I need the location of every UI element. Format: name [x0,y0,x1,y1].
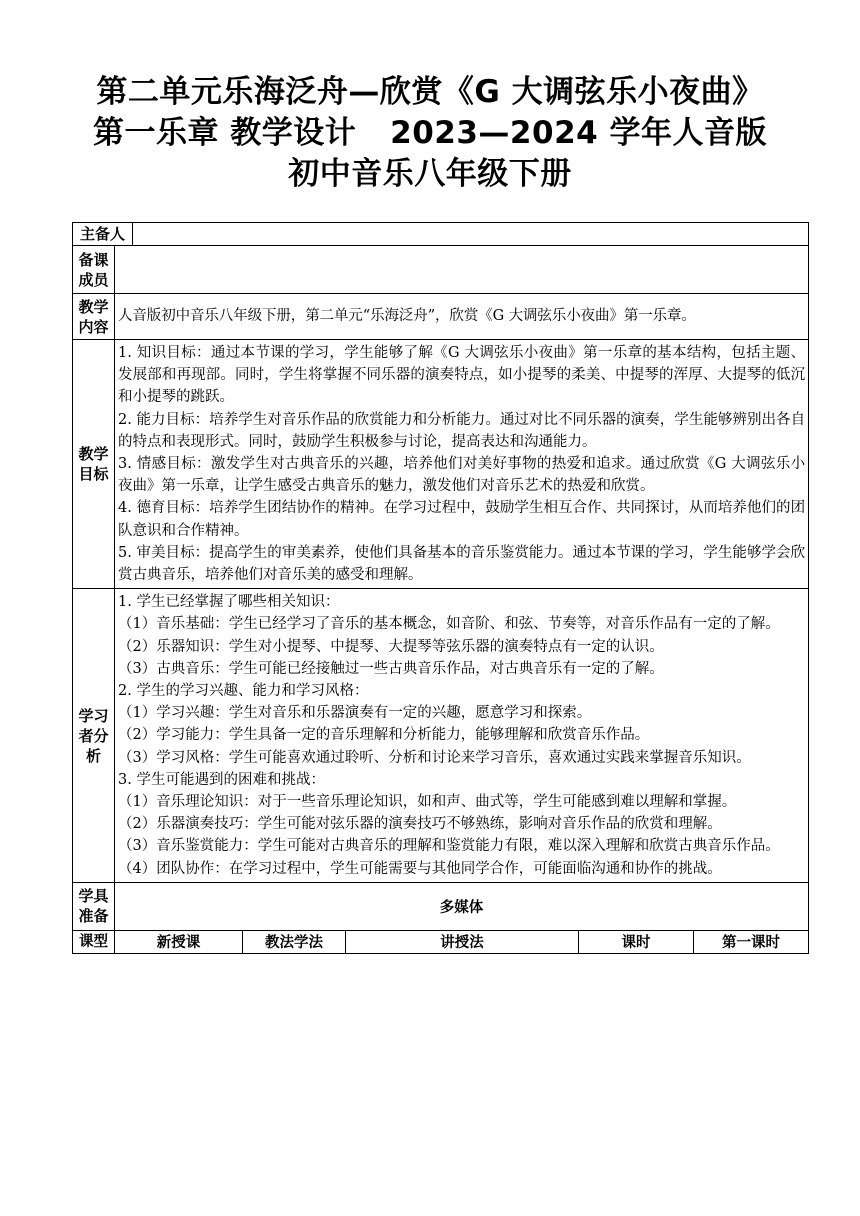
analysis-item: （2）乐器演奏技巧：学生可能对弦乐器的演奏技巧不够熟练，影响对音乐作品的欣赏和理解。 [118,816,722,833]
content-row [73,294,809,340]
members-row [73,246,809,294]
lesson-type-label: 课型 [73,930,115,953]
title-line-2: 第一乐章 教学设计 2023—2024 学年人音版 [92,115,768,151]
goal-item: 3. 情感目标：激发学生对古典音乐的兴趣，培养他们对美好事物的热爱和追求。通过欣赏《G 大调弦乐小夜曲》第一乐章，让学生感受古典音乐的魅力，激发他们对音乐艺术的热爱和欣赏。 [118,456,806,495]
lesson-plan-table [72,222,809,954]
hours-label: 课时 [579,930,694,953]
analysis-item: 2. 学生的学习兴趣、能力和学习风格： [118,683,369,700]
goal-item: 4. 德育目标：培养学生团结协作的精神。在学习过程中，鼓励学生相互合作、共同探讨，从而培养他们的团队意识和合作精神。 [118,500,806,539]
preparer-label: 主备人 [73,223,133,246]
goals-row [73,340,809,589]
method-value: 讲授法 [346,930,579,953]
tools-value: 多媒体 [115,882,809,930]
tools-row [73,882,809,930]
analysis-value [115,589,809,883]
analysis-item: （4）团队协作：在学习过程中，学生可能需要与其他同学合作，可能面临沟通和协作的挑战。 [118,860,722,877]
lesson-type-value: 新授课 [115,930,243,953]
analysis-label: 学习 者分 析 [73,589,115,883]
content-label: 教学 内容 [73,294,115,340]
analysis-item: （1）学习兴趣：学生对音乐和乐器演奏有一定的兴趣，愿意学习和探索。 [118,705,592,722]
goal-item: 2. 能力目标：培养学生对音乐作品的欣赏能力和分析能力。通过对比不同乐器的演奏，学生能够辨别出各自的特点和表现形式。同时，鼓励学生积极参与讨论，提高表达和沟通能力。 [118,411,806,450]
title-line-3: 初中音乐八年级下册 [288,156,572,192]
analysis-item: （1）音乐基础：学生已经学习了音乐的基本概念，如音阶、和弦、节奏等，对音乐作品有一定的了解。 [118,616,780,633]
preparer-row [73,223,809,246]
members-value [115,246,809,294]
content-value: 人音版初中音乐八年级下册，第二单元“乐海泛舟”，欣赏《G 大调弦乐小夜曲》第一乐章。 [115,294,809,340]
analysis-item: （2）乐器知识：学生对小提琴、中提琴、大提琴等弦乐器的演奏特点有一定的认识。 [118,638,664,655]
goals-value [115,340,809,589]
title-line-1: 第二单元乐海泛舟—欣赏《G 大调弦乐小夜曲》 [96,74,764,110]
preparer-value [133,223,809,246]
goal-item: 5. 审美目标：提高学生的审美素养，使他们具备基本的音乐鉴赏能力。通过本节课的学习，学生能够学会欣赏古典音乐，培养他们对音乐美的感受和理解。 [118,544,806,584]
analysis-item: （3）学习风格：学生可能喜欢通过聆听、分析和讨论来学习音乐，喜欢通过实践来掌握音乐知识。 [118,749,751,766]
document-title [0,72,860,195]
goals-label: 教学 目标 [73,340,115,589]
analysis-item: 1. 学生已经掌握了哪些相关知识： [118,594,340,611]
goal-item: 1. 知识目标：通过本节课的学习，学生能够了解《G 大调弦乐小夜曲》第一乐章的基本结构，包括主题、发展部和再现部。同时，学生将掌握不同乐器的演奏特点，如小提琴的柔美、中提琴的浑厚、大提琴的低沉和小提琴的跳跃。 [118,345,806,406]
method-label: 教法学法 [243,930,346,953]
hours-value: 第一课时 [694,930,809,953]
lesson-type-row [73,930,809,953]
members-label: 备课 成员 [73,246,115,294]
analysis-item: （3）音乐鉴赏能力：学生可能对古典音乐的理解和鉴赏能力有限，难以深入理解和欣赏古典音乐作品。 [118,838,780,855]
analysis-item: 3. 学生可能遇到的困难和挑战： [118,771,325,788]
analysis-row [73,589,809,883]
analysis-item: （2）学习能力：学生具备一定的音乐理解和分析能力，能够理解和欣赏音乐作品。 [118,727,650,744]
analysis-item: （1）音乐理论知识：对于一些音乐理论知识，如和声、曲式等，学生可能感到难以理解和掌握。 [118,794,737,811]
tools-label: 学具 准备 [73,882,115,930]
analysis-item: （3）古典音乐：学生可能已经接触过一些古典音乐作品，对古典音乐有一定的了解。 [118,660,664,677]
